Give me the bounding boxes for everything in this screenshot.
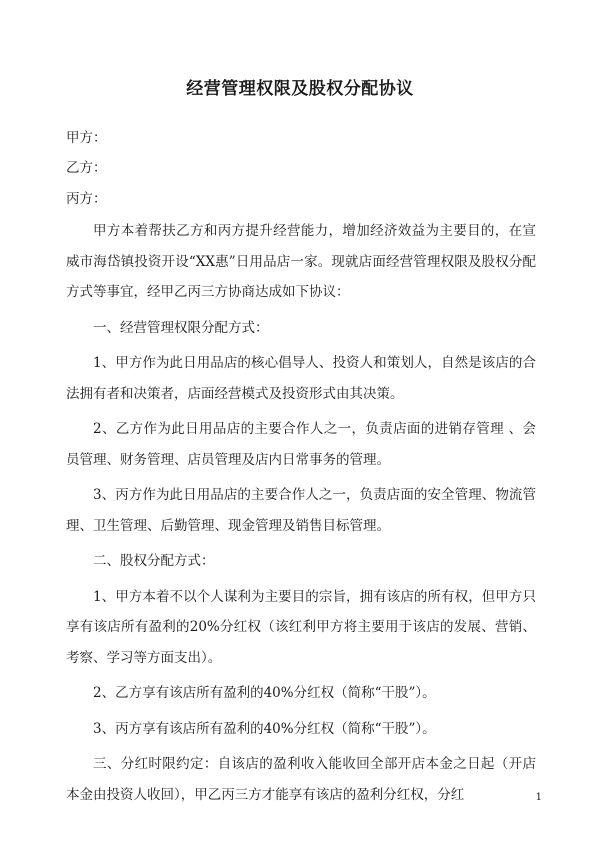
party-b-label: 乙方： <box>66 160 107 176</box>
equity-clause-2: 2、乙方享有该店所有盈利的40%分红权（简称“干股”）。 <box>93 685 436 701</box>
party-c-label: 丙方： <box>66 191 107 207</box>
party-a-label: 甲方： <box>66 130 107 146</box>
agreement-body <box>66 216 536 810</box>
section-heading-dividend-term: 三、分红时限约定：自该店的盈利收入能收回全部开店本金之日起（开店本金由投资人收回），甲乙丙三方才能享有该店的盈利分红权，分红 <box>66 756 536 803</box>
document-title: 经营管理权限及股权分配协议 <box>186 79 414 99</box>
section-heading-management: 一、经营管理权限分配方式： <box>93 319 269 336</box>
equity-clause-3: 3、丙方享有该店所有盈利的40%分红权（简称“干股”）。 <box>93 720 436 737</box>
management-clause-2: 2、乙方作为此日用品店的主要合作人之一，负责店面的进销存管理 、会员管理、财务管理、店员管理及店内日常事务的管理。 <box>66 421 536 468</box>
equity-clause-1: 1、甲方本着不以个人谋利为主要目的宗旨，拥有该店的所有权，但甲方只享有该店所有盈利的20%分红权（该红利甲方将主要用于该店的发展、营销、考察、学习等方面支出）。 <box>66 588 536 666</box>
page-number: 1 <box>535 792 542 803</box>
management-clause-3: 3、丙方作为此日用品店的主要合作人之一，负责店面的安全管理、物流管理、卫生管理、后勤管理、现金管理及销售目标管理。 <box>66 487 536 534</box>
management-clause-1: 1、甲方作为此日用品店的核心倡导人、投资人和策划人，自然是该店的合法拥有者和决策者，店面经营模式及投资形式由其决策。 <box>66 355 536 402</box>
section-heading-equity: 二、股权分配方式： <box>93 553 215 569</box>
intro-paragraph: 甲方本着帮扶乙方和丙方提升经营能力，增加经济效益为主要目的，在宣威市海岱镇投资开设“XX惠”日用品店一家。现就店面经营管理权限及股权分配方式等事宜，经甲乙丙三方协商达成如下协议： <box>66 223 536 300</box>
